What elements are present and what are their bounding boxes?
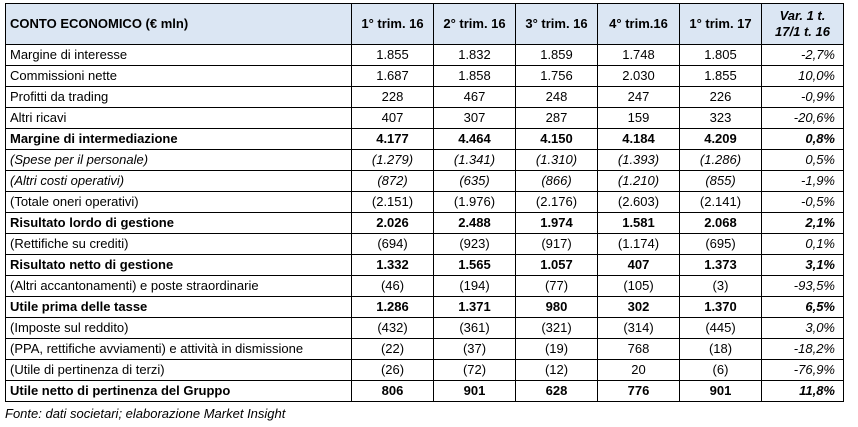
row-value: (1.210) xyxy=(598,171,680,192)
row-value: 248 xyxy=(516,87,598,108)
row-value: 4.184 xyxy=(598,129,680,150)
row-value: (314) xyxy=(598,318,680,339)
table-row xyxy=(6,213,844,234)
table-row xyxy=(6,87,844,108)
table-row xyxy=(6,381,844,402)
row-value: 806 xyxy=(352,381,434,402)
row-value: 287 xyxy=(516,108,598,129)
row-value: 159 xyxy=(598,108,680,129)
row-value: 226 xyxy=(680,87,762,108)
row-value: (694) xyxy=(352,234,434,255)
row-label: (Spese per il personale) xyxy=(6,150,352,171)
row-value: 307 xyxy=(434,108,516,129)
row-variation: 2,1% xyxy=(762,213,844,234)
row-value: 1.373 xyxy=(680,255,762,276)
row-value: 776 xyxy=(598,381,680,402)
row-label: Margine di interesse xyxy=(6,45,352,66)
table-row xyxy=(6,339,844,360)
row-value: 323 xyxy=(680,108,762,129)
income-statement-table xyxy=(5,3,844,402)
row-label: Margine di intermediazione xyxy=(6,129,352,150)
table-row xyxy=(6,192,844,213)
row-value: 4.150 xyxy=(516,129,598,150)
row-value: (695) xyxy=(680,234,762,255)
row-value: (37) xyxy=(434,339,516,360)
row-value: 4.177 xyxy=(352,129,434,150)
table-row xyxy=(6,255,844,276)
row-variation: 11,8% xyxy=(762,381,844,402)
row-variation: -18,2% xyxy=(762,339,844,360)
row-variation: -0,9% xyxy=(762,87,844,108)
row-value: 1.805 xyxy=(680,45,762,66)
row-value: (2.603) xyxy=(598,192,680,213)
row-value: 1.748 xyxy=(598,45,680,66)
row-label: (PPA, rettifiche avviamenti) e attività in dismissione xyxy=(6,339,352,360)
table-body xyxy=(6,45,844,402)
table-row xyxy=(6,276,844,297)
table-row xyxy=(6,129,844,150)
row-variation: 3,0% xyxy=(762,318,844,339)
row-value: (72) xyxy=(434,360,516,381)
row-value: 2.488 xyxy=(434,213,516,234)
table-row xyxy=(6,108,844,129)
row-label: (Utile di pertinenza di terzi) xyxy=(6,360,352,381)
row-value: 2.030 xyxy=(598,66,680,87)
row-value: (22) xyxy=(352,339,434,360)
row-label: (Altri accantonamenti) e poste straordinarie xyxy=(6,276,352,297)
row-value: (6) xyxy=(680,360,762,381)
row-value: (855) xyxy=(680,171,762,192)
row-value: 228 xyxy=(352,87,434,108)
header-q1-16: 1° trim. 16 xyxy=(352,4,434,45)
row-value: 2.068 xyxy=(680,213,762,234)
row-value: (872) xyxy=(352,171,434,192)
row-value: 980 xyxy=(516,297,598,318)
table-row xyxy=(6,297,844,318)
row-variation: -1,9% xyxy=(762,171,844,192)
row-value: (12) xyxy=(516,360,598,381)
row-value: 628 xyxy=(516,381,598,402)
header-label: CONTO ECONOMICO (€ mln) xyxy=(6,4,352,45)
row-value: 768 xyxy=(598,339,680,360)
row-value: (923) xyxy=(434,234,516,255)
row-value: (361) xyxy=(434,318,516,339)
row-value: 1.370 xyxy=(680,297,762,318)
table-row xyxy=(6,45,844,66)
row-value: 1.371 xyxy=(434,297,516,318)
row-variation: -0,5% xyxy=(762,192,844,213)
row-value: 1.687 xyxy=(352,66,434,87)
row-value: (2.176) xyxy=(516,192,598,213)
table-row xyxy=(6,150,844,171)
header-row xyxy=(6,4,844,45)
row-value: 1.581 xyxy=(598,213,680,234)
row-label: Altri ricavi xyxy=(6,108,352,129)
row-value: (26) xyxy=(352,360,434,381)
row-value: 1.858 xyxy=(434,66,516,87)
row-value: (866) xyxy=(516,171,598,192)
row-value: 901 xyxy=(434,381,516,402)
row-value: 1.565 xyxy=(434,255,516,276)
row-value: 1.832 xyxy=(434,45,516,66)
row-value: 1.974 xyxy=(516,213,598,234)
row-value: (1.279) xyxy=(352,150,434,171)
row-variation: 6,5% xyxy=(762,297,844,318)
table-row xyxy=(6,171,844,192)
row-variation: -2,7% xyxy=(762,45,844,66)
row-value: (1.341) xyxy=(434,150,516,171)
row-label: (Totale oneri operativi) xyxy=(6,192,352,213)
row-value: (19) xyxy=(516,339,598,360)
row-label: Utile prima delle tasse xyxy=(6,297,352,318)
row-label: Utile netto di pertinenza del Gruppo xyxy=(6,381,352,402)
row-variation: 10,0% xyxy=(762,66,844,87)
row-value: (445) xyxy=(680,318,762,339)
row-value: 20 xyxy=(598,360,680,381)
row-label: (Imposte sul reddito) xyxy=(6,318,352,339)
row-value: (194) xyxy=(434,276,516,297)
row-value: (1.174) xyxy=(598,234,680,255)
row-value: (1.393) xyxy=(598,150,680,171)
row-value: (1.310) xyxy=(516,150,598,171)
row-value: (635) xyxy=(434,171,516,192)
row-variation: 0,1% xyxy=(762,234,844,255)
row-variation: 0,8% xyxy=(762,129,844,150)
row-value: (1.976) xyxy=(434,192,516,213)
row-value: (105) xyxy=(598,276,680,297)
row-value: 247 xyxy=(598,87,680,108)
row-value: 1.756 xyxy=(516,66,598,87)
row-value: (1.286) xyxy=(680,150,762,171)
row-value: 407 xyxy=(352,108,434,129)
row-value: 302 xyxy=(598,297,680,318)
row-value: 4.464 xyxy=(434,129,516,150)
row-label: Risultato netto di gestione xyxy=(6,255,352,276)
row-label: Risultato lordo di gestione xyxy=(6,213,352,234)
row-variation: -76,9% xyxy=(762,360,844,381)
row-value: 901 xyxy=(680,381,762,402)
header-q4-16: 4° trim.16 xyxy=(598,4,680,45)
table-row xyxy=(6,360,844,381)
income-statement xyxy=(5,3,844,402)
row-value: (46) xyxy=(352,276,434,297)
row-value: 4.209 xyxy=(680,129,762,150)
row-value: (917) xyxy=(516,234,598,255)
row-variation: -93,5% xyxy=(762,276,844,297)
table-row xyxy=(6,318,844,339)
row-value: 1.286 xyxy=(352,297,434,318)
row-value: 1.332 xyxy=(352,255,434,276)
row-variation: 3,1% xyxy=(762,255,844,276)
row-value: (2.141) xyxy=(680,192,762,213)
header-q2-16: 2° trim. 16 xyxy=(434,4,516,45)
row-label: (Altri costi operativi) xyxy=(6,171,352,192)
row-variation: -20,6% xyxy=(762,108,844,129)
row-value: 2.026 xyxy=(352,213,434,234)
row-value: 467 xyxy=(434,87,516,108)
source-note: Fonte: dati societari; elaborazione Market Insight xyxy=(5,406,286,421)
row-value: (77) xyxy=(516,276,598,297)
row-label: (Rettifiche su crediti) xyxy=(6,234,352,255)
row-value: (321) xyxy=(516,318,598,339)
row-value: (3) xyxy=(680,276,762,297)
row-label: Commissioni nette xyxy=(6,66,352,87)
header-q1-17: 1° trim. 17 xyxy=(680,4,762,45)
header-q3-16: 3° trim. 16 xyxy=(516,4,598,45)
row-value: 1.855 xyxy=(352,45,434,66)
table-row xyxy=(6,66,844,87)
row-value: 1.859 xyxy=(516,45,598,66)
row-value: (18) xyxy=(680,339,762,360)
row-value: 1.855 xyxy=(680,66,762,87)
table-row xyxy=(6,234,844,255)
row-label: Profitti da trading xyxy=(6,87,352,108)
row-value: (2.151) xyxy=(352,192,434,213)
row-value: 407 xyxy=(598,255,680,276)
row-value: (432) xyxy=(352,318,434,339)
row-value: 1.057 xyxy=(516,255,598,276)
header-variation: Var. 1 t. 17/1 t. 16 xyxy=(762,4,844,45)
row-variation: 0,5% xyxy=(762,150,844,171)
